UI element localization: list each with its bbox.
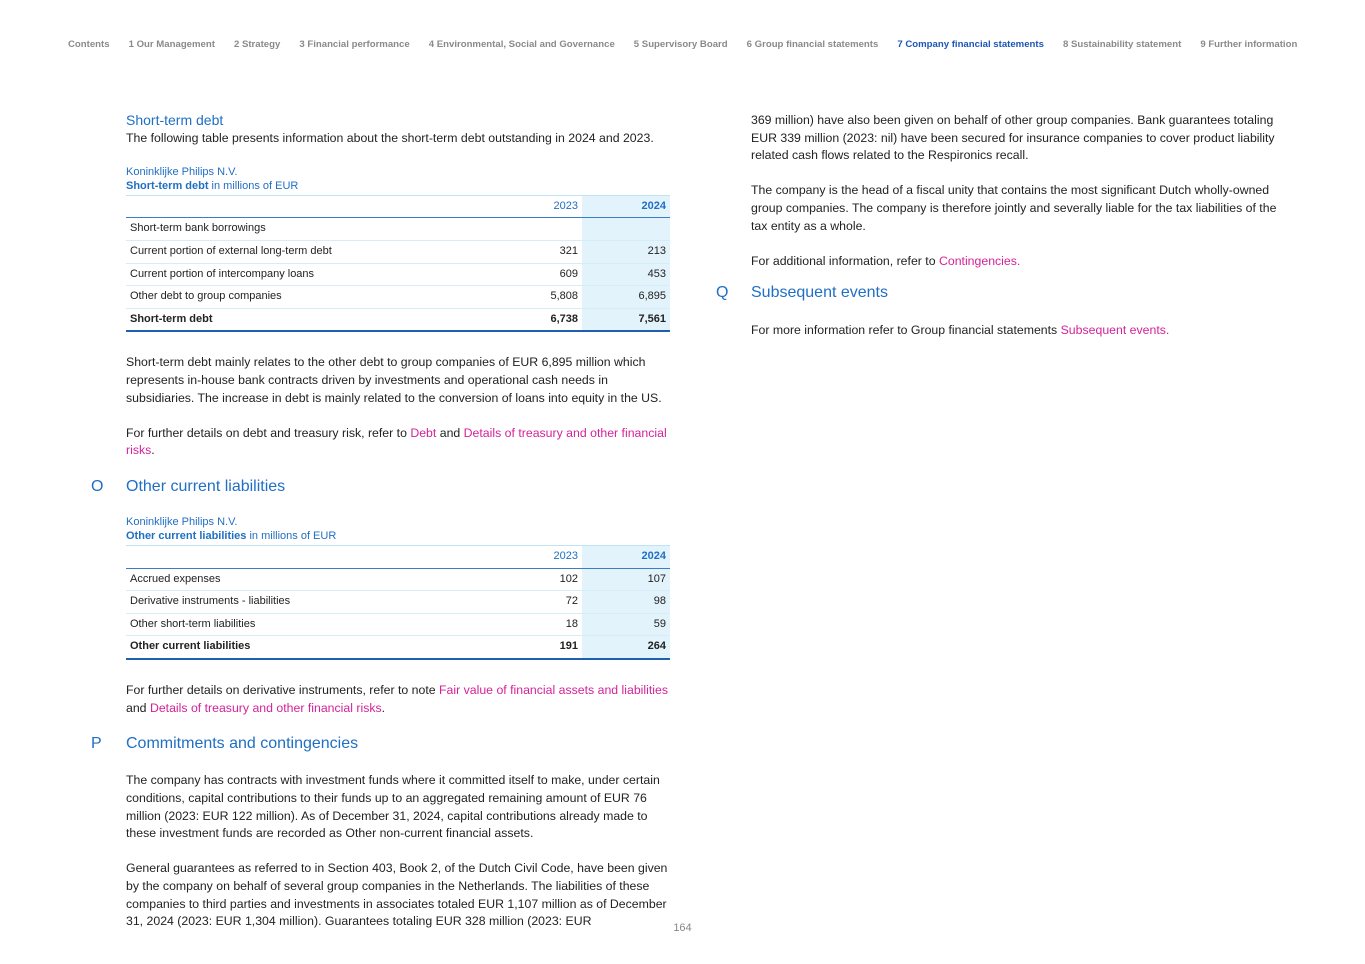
cell: 7,561 [582,308,670,331]
cell [494,218,582,241]
text: For more information refer to Group financial statements [751,322,1061,337]
commitments-paragraph: The company has contracts with investment funds where it committed itself to make, under certain conditions, capital contributions to their funds up to an aggregated remaining amount of EUR 76 million (2023: EUR 122 million). As of December 31, 2024, capital contributions already made to these investment funds are recorded as Other non-current financial assets. [126,773,660,841]
derivative-reference [126,682,671,717]
col-2023: 2023 [494,546,582,569]
cell: 213 [582,240,670,263]
commitments-heading [91,734,671,753]
table-row [126,591,670,614]
table-caption [126,515,671,543]
col-2023: 2023 [494,195,582,218]
section-title: Commitments and contingencies [126,734,359,752]
guarantees-continued: 369 million) have also been given on behalf of other group companies. Bank guarantees totaling EUR 339 million (2023: nil) have been secured for insurance companies to cover product liability related cash flows related to the Respironics recall. [751,113,1275,163]
cell: 6,738 [494,308,582,331]
text: For additional information, refer to [751,253,939,268]
contingencies-link[interactable]: Contingencies. [938,253,1021,268]
nav-further-information[interactable]: 9 Further information [1200,39,1298,50]
text: and [126,700,150,715]
table-row [126,286,670,309]
table-row [126,613,670,636]
section-letter: O [91,477,104,495]
debt-reference [126,425,671,460]
contingencies-reference [751,253,1283,271]
fiscal-unity-paragraph: The company is the head of a fiscal unity that contains the most significant Dutch wholly-owned group companies. The company is therefore jointly and severally liable for the tax liabilities of the tax entity as a whole. [751,183,1277,233]
other-current-liabilities-heading [91,477,671,496]
page-number: 164 [673,922,692,934]
col-2024: 2024 [582,195,670,218]
debt-link[interactable]: Debt [410,425,437,440]
subsequent-events-reference [751,322,1283,340]
row-label: Short-term debt [126,308,494,331]
table-row [126,218,670,241]
row-label: Short-term bank borrowings [126,218,494,241]
cell: 59 [582,613,670,636]
cell [582,218,670,241]
nav-group-financial-statements[interactable]: 6 Group financial statements [746,39,879,50]
fair-value-link[interactable]: Fair value of financial assets and liabilities [439,683,669,698]
text: . [151,443,155,458]
short-term-debt-table [126,195,670,333]
nav-contents[interactable]: Contents [68,39,110,50]
row-label: Current portion of intercompany loans [126,263,494,286]
row-label: Current portion of external long-term debt [126,240,494,263]
cell: 102 [494,568,582,591]
cell: 453 [582,263,670,286]
cell: 321 [494,240,582,263]
table-row [126,240,670,263]
nav-esg[interactable]: 4 Environmental, Social and Governance [428,39,615,50]
guarantees-paragraph: General guarantees as referred to in Section 403, Book 2, of the Dutch Civil Code, have been given by the company on behalf of several group companies in the Netherlands. The liabilities of these companies to third parties and investments in associates totaled EUR 1,107 million as of December 31, 2024 (2023: EUR 1,304 million). Guarantees totaling EUR 328 million (2023: EUR [126,861,668,929]
short-term-debt-intro: The following table presents information about the short-term debt outstanding in 2024 and 2023. [126,130,654,145]
cell: 191 [494,636,582,659]
subsequent-events-link[interactable]: Subsequent events. [1060,322,1170,337]
section-letter: Q [716,283,729,301]
cell: 18 [494,613,582,636]
other-current-liabilities-table [126,545,670,660]
short-term-debt-heading: Short-term debt [126,112,224,128]
table-unit: in millions of EUR [246,530,337,543]
text: For further details on derivative instruments, refer to note [126,683,440,698]
section-letter: P [91,734,102,752]
short-term-debt-paragraph: Short-term debt mainly relates to the other debt to group companies of EUR 6,895 million which represents in-house bank contracts driven by investments and operational cash needs in subsidiaries. The increase in debt is mainly related to the conversion of loans into equity in the US. [126,355,662,405]
subsequent-events-heading [716,283,1283,302]
table-row [126,568,670,591]
cell: 98 [582,591,670,614]
table-caption [126,165,671,193]
nav-supervisory-board[interactable]: 5 Supervisory Board [633,39,728,50]
total-row [126,308,670,331]
col-2024: 2024 [582,546,670,569]
text: For further details on debt and treasury risk, refer to [126,425,411,440]
treasury-risks-link[interactable]: Details of treasury and other financial risks [149,700,382,715]
cell: 6,895 [582,286,670,309]
row-label: Derivative instruments - liabilities [126,591,494,614]
nav-company-financial-statements[interactable]: 7 Company financial statements [897,39,1044,50]
table-title: Short-term debt [126,179,209,192]
table-title: Other current liabilities [126,530,247,543]
section-title: Subsequent events [751,283,888,301]
cell: 609 [494,263,582,286]
row-label: Other current liabilities [126,636,494,659]
row-label: Other short-term liabilities [126,613,494,636]
row-label: Accrued expenses [126,568,494,591]
section-title: Other current liabilities [126,477,286,495]
nav-financial-performance[interactable]: 3 Financial performance [299,39,410,50]
total-row [126,636,670,659]
left-column [91,112,671,948]
cell: 264 [582,636,670,659]
cell: 107 [582,568,670,591]
nav-our-management[interactable]: 1 Our Management [128,39,215,50]
company-name: Koninklijke Philips N.V. [126,165,238,178]
cell: 72 [494,591,582,614]
nav-strategy[interactable]: 2 Strategy [233,39,281,50]
row-label: Other debt to group companies [126,286,494,309]
text: and [436,425,464,440]
cell: 5,808 [494,286,582,309]
nav-sustainability-statement[interactable]: 8 Sustainability statement [1062,39,1182,50]
treasury-risks-link[interactable]: Details of treasury and other financial risks [126,425,667,458]
text: . [381,700,386,715]
company-name: Koninklijke Philips N.V. [126,516,238,529]
table-row [126,263,670,286]
table-unit: in millions of EUR [208,179,299,192]
top-navigation [68,39,1316,50]
right-column [716,112,1283,357]
